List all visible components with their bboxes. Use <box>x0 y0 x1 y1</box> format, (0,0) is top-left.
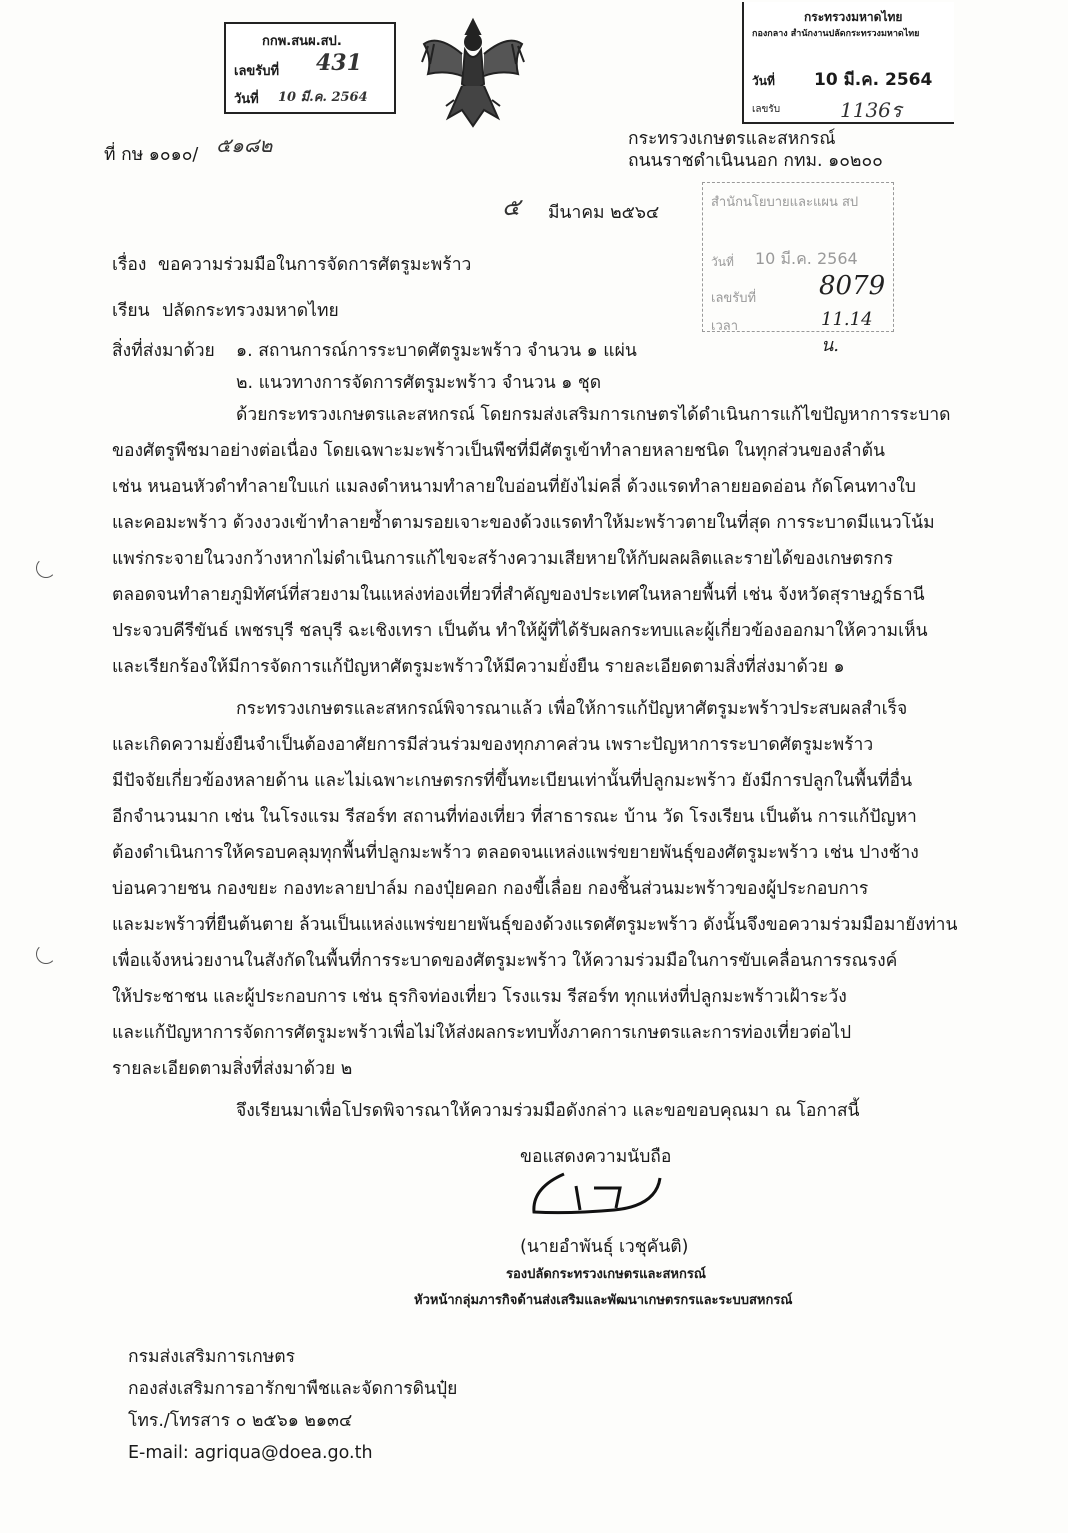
paragraph-line: และคอมะพร้าว ด้วงงวงเข้าทำลายซ้ำตามรอยเจาะของด้วงแรดทำให้มะพร้าวตายในที่สุด การระบาดมีแนวโน้ม <box>112 513 935 533</box>
footer-department: กรมส่งเสริมการเกษตร <box>128 1347 296 1367</box>
punch-hole-icon <box>36 558 56 578</box>
to-label: เรียน <box>112 301 150 321</box>
stamp-recv-no: 431 <box>316 50 362 76</box>
paragraph-line: ของศัตรูพืชมาอย่างต่อเนื่อง โดยเฉพาะมะพร้าวเป็นพืชที่มีศัตรูเข้าทำลายหลายชนิด ในทุกส่วนของลำต้น <box>112 441 885 461</box>
enclosures-label: สิ่งที่ส่งมาด้วย <box>112 341 215 361</box>
paragraph-line: และเรียกร้องให้มีการจัดการแก้ปัญหาศัตรูมะพร้าวให้มีความยั่งยืน รายละเอียดตามสิ่งที่ส่งมาด้วย ๑ <box>112 657 845 677</box>
paragraph-line: แพร่กระจายในวงกว้างหากไม่ดำเนินการแก้ไขจะสร้างความเสียหายให้กับผลผลิตและรายได้ของเกษตรกร <box>112 549 894 569</box>
receiving-stamp-left <box>224 22 396 114</box>
subject-label: เรื่อง <box>112 255 147 275</box>
to-text: ปลัดกระทรวงมหาดไทย <box>162 301 339 321</box>
paragraph-line: เพื่อแจ้งหน่วยงานในสังกัดในพื้นที่การระบาดของศัตรูมะพร้าว ให้ความร่วมมือในการขับเคลื่อนการรณรงค์ <box>112 951 898 971</box>
paragraph-line: และแก้ปัญหาการจัดการศัตรูมะพร้าวเพื่อไม่ให้ส่งผลกระทบทั้งภาคการเกษตรและการท่องเที่ยวต่อไป <box>112 1023 852 1043</box>
paragraph-line: มีปัจจัยเกี่ยวข้องหลายด้าน และไม่เฉพาะเกษตรกรที่ขึ้นทะเบียนเท่านั้นที่ปลูกมะพร้าว ยังมีการปลูกในพื้นที่อื่น <box>112 771 913 791</box>
receiving-stamp-right <box>742 2 954 124</box>
enclosure-item: ๑. สถานการณ์การระบาดศัตรูมะพร้าว จำนวน ๑ แผ่น <box>236 341 637 361</box>
enclosure-item: ๒. แนวทางการจัดการศัตรูมะพร้าว จำนวน ๑ ชุด <box>236 373 602 393</box>
stamp-date-label: วันที่ <box>234 92 259 107</box>
signature-icon <box>524 1158 674 1230</box>
faint-stamp-office: สำนักนโยบายและแผน สป <box>711 195 859 210</box>
sender-office: กระทรวงเกษตรและสหกรณ์ <box>628 129 836 149</box>
paragraph-line: กระทรวงเกษตรและสหกรณ์พิจารณาแล้ว เพื่อให้การแก้ปัญหาศัตรูมะพร้าวประสบผลสำเร็จ <box>236 699 908 719</box>
faint-stamp-time-label: เวลา <box>711 319 739 334</box>
date-month-year: มีนาคม ๒๕๖๔ <box>548 203 660 223</box>
signatory-position: รองปลัดกระทรวงเกษตรและสหกรณ์ <box>506 1267 706 1282</box>
stamp-right-recv-label: เลขรับ <box>752 104 781 115</box>
paragraph-line: บ่อนควายชน กองขยะ กองทะลายปาล์ม กองปุ๋ยคอก กองขี้เลื่อย กองชิ้นส่วนมะพร้าวของผู้ประกอบการ <box>112 879 869 899</box>
footer-email: E-mail: agriqua@doea.go.th <box>128 1443 373 1463</box>
paragraph-line: และมะพร้าวที่ยืนต้นตาย ล้วนเป็นแหล่งแพร่ขยายพันธุ์ของด้วงแรดศัตรูมะพร้าว ดังนั้นจึงขอความร่วมมือมายังท่าน <box>112 915 958 935</box>
garuda-emblem-icon <box>418 14 528 132</box>
paragraph-line: รายละเอียดตามสิ่งที่ส่งมาด้วย ๒ <box>112 1059 353 1079</box>
stamp-date-value: 10 มี.ค. 2564 <box>278 90 368 105</box>
paragraph-line: เช่น หนอนหัวดำทำลายใบแก่ แมลงดำหนามทำลายใบอ่อนที่ยังไม่คลี่ ด้วงแรดทำลายยอดอ่อน กัดโคนทางใบ <box>112 477 916 497</box>
footer-phone: โทร./โทรสาร ๐ ๒๕๖๑ ๒๑๓๔ <box>128 1411 353 1431</box>
punch-hole-icon <box>36 944 56 964</box>
paragraph-line: ประจวบคีรีขันธ์ เพชรบุรี ชลบุรี ฉะเชิงเทรา เป็นต้น ทำให้ผู้ที่ได้รับผลกระทบและผู้เกี่ยวข้องออกมาให้ความเห็น <box>112 621 928 641</box>
paragraph-line: ตลอดจนทำลายภูมิทัศน์ที่สวยงามในแหล่งท่องเที่ยวที่สำคัญของประเทศในหลายพื้นที่ เช่น จังหวัดสุราษฎร์ธานี <box>112 585 925 605</box>
faint-stamp-recv-label: เลขรับที่ <box>711 291 757 306</box>
stamp-right-recv-no: 1136ร <box>840 98 902 122</box>
paragraph-line: อีกจำนวนมาก เช่น ในโรงแรม รีสอร์ท สถานที่ท่องเที่ยว ที่สาธารณะ บ้าน วัด โรงเรียน เป็นต้น การแก้ปัญหา <box>112 807 917 827</box>
paragraph-line: ต้องดำเนินการให้ครอบคลุมทุกพื้นที่ปลูกมะพร้าว ตลอดจนแหล่งแพร่ขยายพันธุ์ของศัตรูมะพร้าว เช่น ปางช้าง <box>112 843 919 863</box>
sender-address: ถนนราชดำเนินนอก กทม. ๑๐๒๐๐ <box>628 151 883 171</box>
regards: ขอแสดงความนับถือ <box>520 1147 672 1167</box>
subject-text: ขอความร่วมมือในการจัดการศัตรูมะพร้าว <box>158 255 472 275</box>
paragraph-line: ให้ประชาชน และผู้ประกอบการ เช่น ธุรกิจท่องเที่ยว โรงแรม รีสอร์ท ทุกแห่งที่ปลูกมะพร้าวเฝ้าระวัง <box>112 987 847 1007</box>
stamp-org: กกพ.สนผ.สป. <box>262 34 342 49</box>
stamp-right-date-label: วันที่ <box>752 74 775 88</box>
faint-stamp-recv-no: 8079 <box>819 271 886 301</box>
stamp-right-ministry: กระทรวงมหาดไทย <box>804 10 903 24</box>
signatory-name: (นายอำพันธุ์ เวชุคันติ) <box>520 1237 689 1257</box>
paragraph-line: ด้วยกระทรวงเกษตรและสหกรณ์ โดยกรมส่งเสริมการเกษตรได้ดำเนินการแก้ไขปัญหาการระบาด <box>236 405 951 425</box>
date-day: ๕ <box>502 193 521 221</box>
faint-stamp-date-value: 10 มี.ค. 2564 <box>755 249 858 268</box>
signatory-position-2: หัวหน้ากลุ่มภารกิจด้านส่งเสริมและพัฒนาเกษตรกรและระบบสหกรณ์ <box>414 1293 793 1308</box>
faint-stamp-time-value: 11.14 น. <box>821 309 873 356</box>
stamp-recv-label: เลขรับที่ <box>234 64 280 79</box>
closing-sentence: จึงเรียนมาเพื่อโปรดพิจารณาให้ความร่วมมือดังกล่าว และขอขอบคุณมา ณ โอกาสนี้ <box>236 1101 860 1121</box>
faint-stamp-date-label: วันที่ <box>711 255 734 269</box>
receiving-stamp-policy-office <box>702 182 894 356</box>
paragraph-line: และเกิดความยั่งยืนจำเป็นต้องอาศัยการมีส่วนร่วมของทุกภาคส่วน เพราะปัญหาการระบาดศัตรูมะพร้าว <box>112 735 874 755</box>
reference-number: ที่ กษ ๑๐๑๐/ <box>104 145 199 165</box>
stamp-right-date-value: 10 มี.ค. 2564 <box>814 70 933 90</box>
stamp-right-division: กองกลาง สำนักงานปลัดกระทรวงมหาดไทย <box>752 29 920 39</box>
footer-division: กองส่งเสริมการอารักขาพืชและจัดการดินปุ๋ย <box>128 1379 458 1399</box>
reference-number-handwritten: ๕๑๘๒ <box>216 133 273 157</box>
